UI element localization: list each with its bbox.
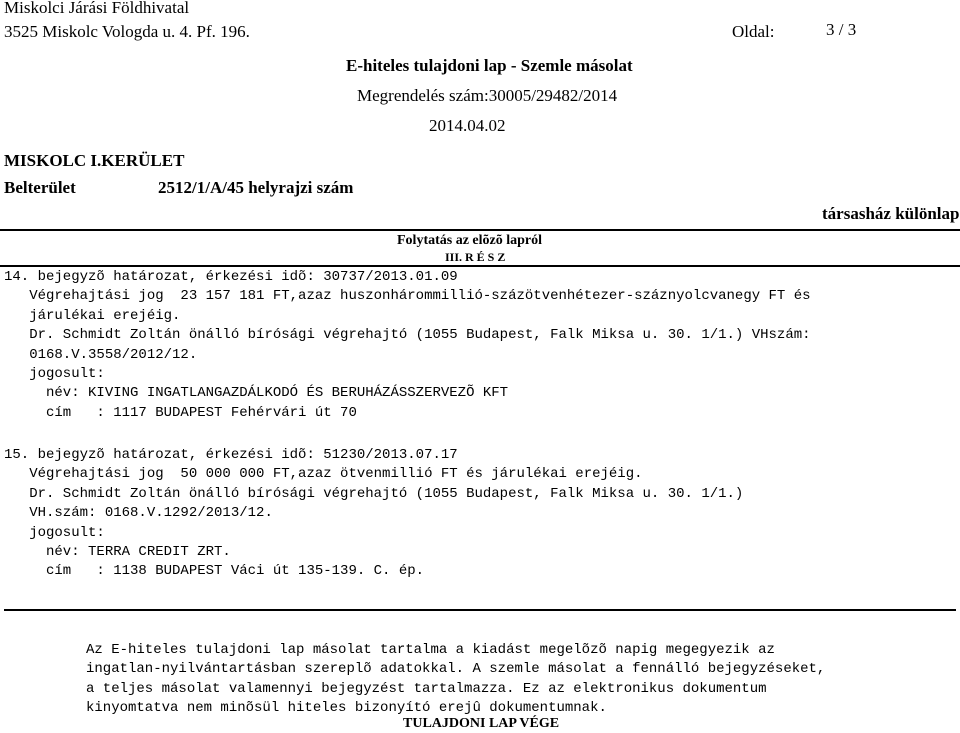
- order-number: Megrendelés szám:30005/29482/2014: [357, 86, 618, 105]
- entry-line: Dr. Schmidt Zoltán önálló bírósági végrehajtó (1055 Budapest, Falk Miksa u. 30. 1/1.) VHszám:: [4, 327, 811, 344]
- entry-line: Végrehajtási jog 23 157 181 FT,azaz huszonhárommillió-százötvenhétezer-száznyolcvanegy FT és: [4, 288, 811, 305]
- entry-line: cím : 1117 BUDAPEST Fehérvári út 70: [4, 404, 357, 421]
- header-divider: [0, 229, 960, 231]
- notice-line: ingatlan-nyilvántartásban szereplõ adatokkal. A szemle másolat a fennálló bejegyzéseket,: [86, 661, 826, 678]
- entry-line: járulékai erejéig.: [4, 307, 181, 324]
- section-divider: [0, 265, 960, 267]
- page-number: 3 / 3: [826, 20, 857, 39]
- area-type: Belterület: [4, 178, 76, 197]
- entry-line: 0168.V.3558/2012/12.: [4, 346, 198, 363]
- entry-line: VH.szám: 0168.V.1292/2013/12.: [4, 505, 273, 522]
- document-date: 2014.04.02: [429, 116, 506, 135]
- document-title: E-hiteles tulajdoni lap - Szemle másolat: [346, 56, 633, 75]
- entry-line: jogosult:: [4, 524, 105, 541]
- entry-line: Dr. Schmidt Zoltán önálló bírósági végrehajtó (1055 Budapest, Falk Miksa u. 30. 1/1.): [4, 485, 744, 502]
- office-address: 3525 Miskolc Vologda u. 4. Pf. 196.: [4, 22, 250, 41]
- entry-line: 14. bejegyzõ határozat, érkezési idõ: 30737/2013.01.09: [4, 269, 458, 285]
- parcel-number: 2512/1/A/45 helyrajzi szám: [158, 178, 354, 197]
- notice-line: a teljes másolat valamennyi bejegyzést tartalmazza. Ez az elektronikus dokumentum: [86, 680, 767, 697]
- property-type: társasház különlap: [822, 204, 960, 223]
- continuation-note: Folytatás az elõzõ lapról: [397, 233, 543, 248]
- entry-14: [4, 268, 811, 423]
- footer-notice: [86, 641, 825, 719]
- entry-line: név: TERRA CREDIT ZRT.: [4, 544, 231, 561]
- notice-line: Az E-hiteles tulajdoni lap másolat tartalma a kiadást megelõzõ napig megegyezik az: [86, 642, 775, 658]
- end-of-record-label: TULAJDONI LAP VÉGE: [403, 716, 560, 731]
- entry-15: [4, 446, 743, 582]
- office-name: Miskolci Járási Földhivatal: [4, 0, 190, 17]
- entry-line: 15. bejegyzõ határozat, érkezési idõ: 51230/2013.07.17: [4, 447, 458, 463]
- page-label: Oldal:: [732, 22, 775, 41]
- entry-line: cím : 1138 BUDAPEST Váci út 135-139. C. ép.: [4, 563, 425, 580]
- entry-line: Végrehajtási jog 50 000 000 FT,azaz ötvenmillió FT és járulékai erejéig.: [4, 466, 643, 483]
- district-name: MISKOLC I.KERÜLET: [4, 151, 185, 170]
- entries-end-divider: [4, 609, 956, 611]
- entry-line: jogosult:: [4, 366, 105, 383]
- notice-line: kinyomtatva nem minõsül hiteles bizonyító erejû dokumentumnak.: [86, 700, 607, 717]
- section-part: III. R É S Z: [445, 250, 506, 264]
- entry-line: név: KIVING INGATLANGAZDÁLKODÓ ÉS BERUHÁZÁSSZERVEZÕ KFT: [4, 385, 509, 402]
